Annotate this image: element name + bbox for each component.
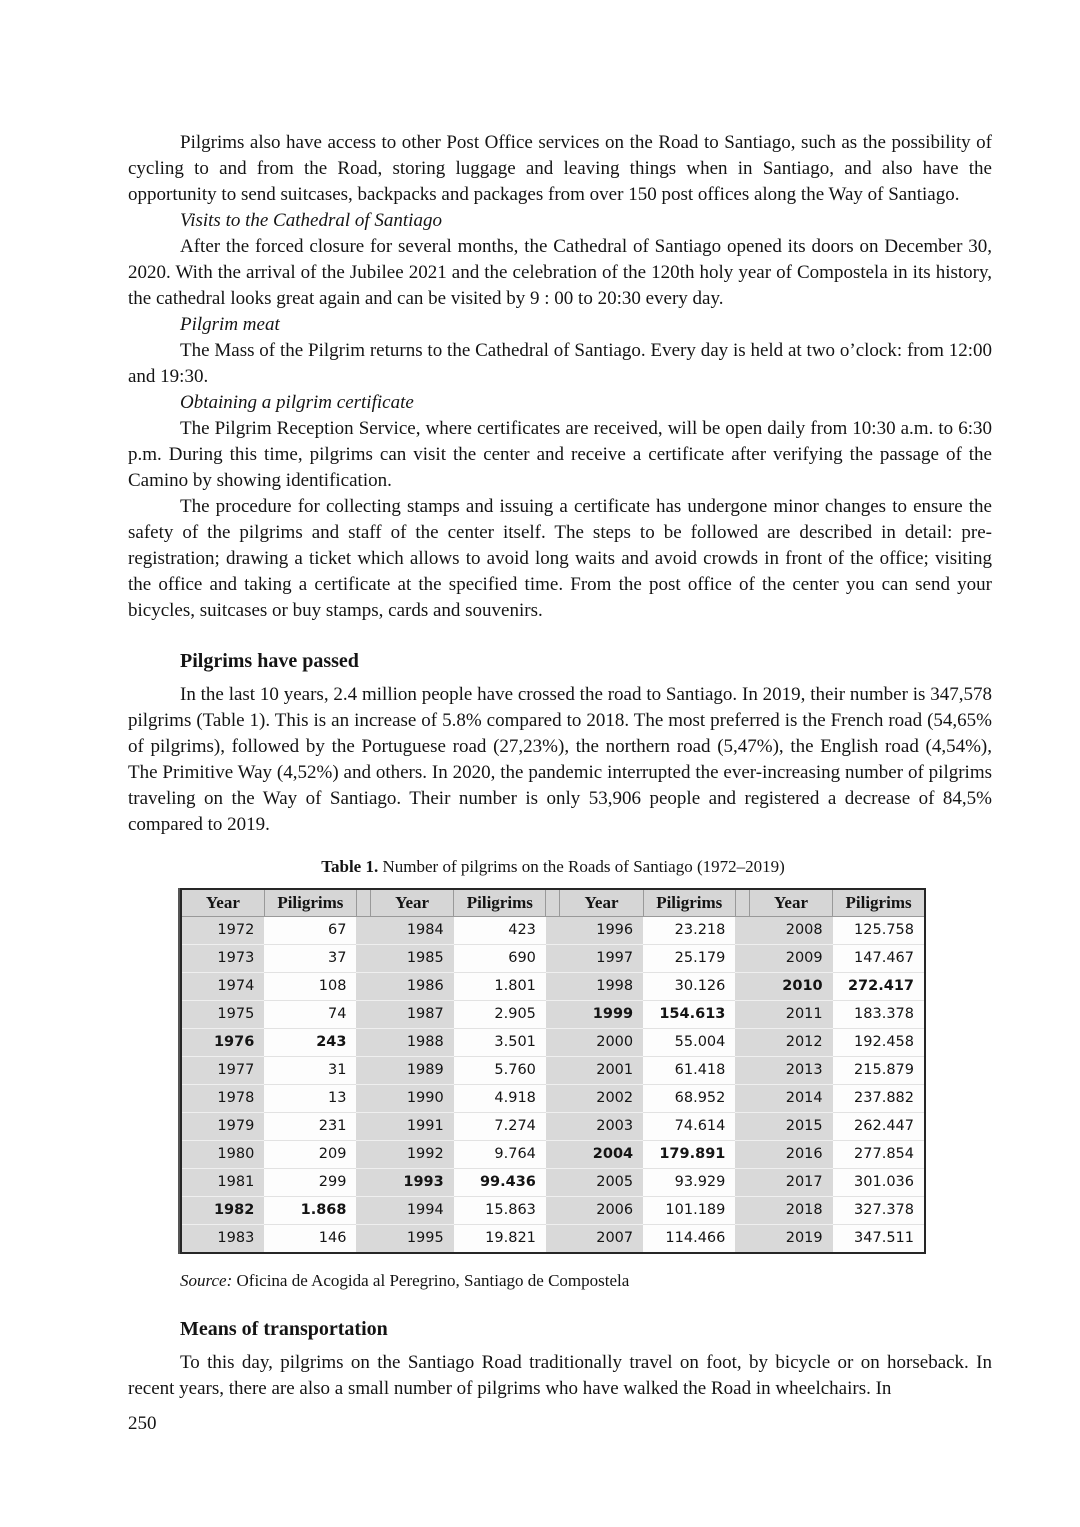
spacer-cell — [735, 1225, 749, 1254]
table-row — [181, 1057, 925, 1085]
section-heading-means-of-transportation: Means of transportation — [180, 1318, 388, 1340]
pilgrims-cell: 179.891 — [643, 1141, 735, 1169]
pilgrims-cell: 7.274 — [454, 1113, 546, 1141]
table-block — [180, 856, 926, 1254]
table-caption-label: Table 1. — [321, 857, 379, 876]
spacer-cell — [546, 945, 560, 973]
pilgrims-cell: 93.929 — [643, 1169, 735, 1197]
year-cell: 1978 — [181, 1085, 264, 1113]
year-cell: 2002 — [560, 1085, 643, 1113]
header-spacer-cell — [735, 889, 749, 917]
table-source — [180, 1270, 992, 1292]
table-caption — [180, 856, 926, 878]
table-header — [181, 889, 925, 917]
spacer-cell — [735, 1113, 749, 1141]
year-cell: 1981 — [181, 1169, 264, 1197]
spacer-cell — [356, 1225, 370, 1254]
table-row — [181, 1029, 925, 1057]
year-cell: 1979 — [181, 1113, 264, 1141]
spacer-cell — [356, 917, 370, 945]
spacer-cell — [546, 1057, 560, 1085]
table-body — [181, 917, 925, 1254]
pilgrims-cell: 262.447 — [833, 1113, 925, 1141]
spacer-cell — [546, 1141, 560, 1169]
year-cell: 1989 — [370, 1057, 453, 1085]
paragraph-post-office: Pilgrims also have access to other Post Office services on the Road to Santiago, such as the possibility of cycling to and from the Road, storing luggage and leaving things when in Santiago, and also have the opportunity to send suitcases, backpacks and packages from over 150 post offices along the Way of Santiago. — [128, 132, 992, 205]
spacer-cell — [356, 945, 370, 973]
spacer-cell — [735, 1197, 749, 1225]
year-cell: 1993 — [370, 1169, 453, 1197]
pilgrims-cell: 74 — [264, 1001, 356, 1029]
pilgrims-cell: 327.378 — [833, 1197, 925, 1225]
paragraph-certificate-1: The Pilgrim Reception Service, where certificates are received, will be open daily from 10:30 a.m. to 6:30 p.m. During this time, pilgrims can visit the center and receive a certificate after verifying the passage of the Camino by showing identification. — [128, 418, 992, 491]
table-row — [181, 1197, 925, 1225]
year-cell: 2003 — [560, 1113, 643, 1141]
year-cell: 1997 — [560, 945, 643, 973]
paragraph-pilgrims-have-passed: In the last 10 years, 2.4 million people have crossed the road to Santiago. In 2019, their number is 347,578 pilgrims (Table 1). This is an increase of 5.8% compared to 2018. The most preferred is the French road (54,65% of pilgrims), followed by the Portuguese road (27,23%), the northern road (5,47%), the English road (4,54%), The Primitive Way (4,52%) and others. In 2020, the pandemic interrupted the ever-increasing number of pilgrims traveling on the Way of Santiago. Their number is only 53,906 people and registered a decrease of 84,5% compared to 2019. — [128, 684, 992, 835]
pilgrims-cell: 61.418 — [643, 1057, 735, 1085]
year-cell: 1973 — [181, 945, 264, 973]
spacer-cell — [356, 1113, 370, 1141]
year-cell: 2008 — [749, 917, 832, 945]
table-row — [181, 1225, 925, 1254]
year-cell: 2017 — [749, 1169, 832, 1197]
spacer-cell — [356, 1197, 370, 1225]
header-spacer-cell — [356, 889, 370, 917]
spacer-cell — [735, 1057, 749, 1085]
year-cell: 1977 — [181, 1057, 264, 1085]
spacer-cell — [735, 973, 749, 1001]
pilgrims-table — [180, 888, 926, 1254]
paragraph-visits-cathedral: After the forced closure for several months, the Cathedral of Santiago opened its doors on December 30, 2020. With the arrival of the Jubilee 2021 and the celebration of the 120th holy year of Compostela in its history, the cathedral looks great again and can be visited by 9 : 00 to 20:30 every day. — [128, 236, 992, 309]
spacer-cell — [735, 1085, 749, 1113]
pilgrims-cell: 243 — [264, 1029, 356, 1057]
spacer-cell — [356, 1141, 370, 1169]
pilgrims-cell: 19.821 — [454, 1225, 546, 1254]
header-cell-year: Year — [370, 889, 453, 917]
year-cell: 1982 — [181, 1197, 264, 1225]
table-caption-text: Number of pilgrims on the Roads of Santiago (1972–2019) — [378, 857, 785, 876]
table-header-row — [181, 889, 925, 917]
pilgrims-cell: 5.760 — [454, 1057, 546, 1085]
header-cell-pilgrims: Piligrims — [264, 889, 356, 917]
year-cell: 2014 — [749, 1085, 832, 1113]
year-cell: 2009 — [749, 945, 832, 973]
pilgrims-cell: 192.458 — [833, 1029, 925, 1057]
spacer-cell — [735, 945, 749, 973]
pilgrims-cell: 183.378 — [833, 1001, 925, 1029]
page-number: 250 — [128, 1413, 157, 1434]
pilgrims-cell: 125.758 — [833, 917, 925, 945]
year-cell: 1994 — [370, 1197, 453, 1225]
header-cell-pilgrims: Piligrims — [454, 889, 546, 917]
pilgrims-cell: 277.854 — [833, 1141, 925, 1169]
year-cell: 2019 — [749, 1225, 832, 1254]
section-heading-pilgrims-have-passed: Pilgrims have passed — [180, 650, 359, 672]
spacer-cell — [356, 1169, 370, 1197]
year-cell: 2013 — [749, 1057, 832, 1085]
year-cell: 1987 — [370, 1001, 453, 1029]
pilgrims-cell: 15.863 — [454, 1197, 546, 1225]
table-row — [181, 1085, 925, 1113]
year-cell: 2010 — [749, 973, 832, 1001]
header-cell-pilgrims: Piligrims — [643, 889, 735, 917]
subheading-pilgrim-meat: Pilgrim meat — [180, 314, 280, 335]
body-text — [128, 130, 992, 1402]
pilgrims-cell: 272.417 — [833, 973, 925, 1001]
year-cell: 1972 — [181, 917, 264, 945]
year-cell: 2005 — [560, 1169, 643, 1197]
year-cell: 2001 — [560, 1057, 643, 1085]
pilgrims-cell: 101.189 — [643, 1197, 735, 1225]
pilgrims-cell: 690 — [454, 945, 546, 973]
pilgrims-cell: 2.905 — [454, 1001, 546, 1029]
year-cell: 2004 — [560, 1141, 643, 1169]
header-cell-year: Year — [181, 889, 264, 917]
pilgrims-cell: 9.764 — [454, 1141, 546, 1169]
pilgrims-cell: 114.466 — [643, 1225, 735, 1254]
spacer-cell — [546, 1029, 560, 1057]
spacer-cell — [735, 1141, 749, 1169]
year-cell: 2006 — [560, 1197, 643, 1225]
subheading-visits-cathedral: Visits to the Cathedral of Santiago — [180, 210, 442, 231]
year-cell: 1984 — [370, 917, 453, 945]
year-cell: 1975 — [181, 1001, 264, 1029]
spacer-cell — [735, 1029, 749, 1057]
year-cell: 1985 — [370, 945, 453, 973]
table-row — [181, 945, 925, 973]
year-cell: 1991 — [370, 1113, 453, 1141]
pilgrims-cell: 13 — [264, 1085, 356, 1113]
pilgrims-cell: 4.918 — [454, 1085, 546, 1113]
year-cell: 1976 — [181, 1029, 264, 1057]
pilgrims-cell: 147.467 — [833, 945, 925, 973]
year-cell: 2012 — [749, 1029, 832, 1057]
pilgrims-cell: 209 — [264, 1141, 356, 1169]
pilgrims-cell: 108 — [264, 973, 356, 1001]
pilgrims-cell: 67 — [264, 917, 356, 945]
year-cell: 2016 — [749, 1141, 832, 1169]
year-cell: 2007 — [560, 1225, 643, 1254]
spacer-cell — [735, 917, 749, 945]
year-cell: 2011 — [749, 1001, 832, 1029]
header-cell-year: Year — [749, 889, 832, 917]
pilgrims-cell: 55.004 — [643, 1029, 735, 1057]
pilgrims-cell: 37 — [264, 945, 356, 973]
year-cell: 1995 — [370, 1225, 453, 1254]
year-cell: 1983 — [181, 1225, 264, 1254]
spacer-cell — [356, 1029, 370, 1057]
year-cell: 1992 — [370, 1141, 453, 1169]
table-row — [181, 1141, 925, 1169]
year-cell: 2018 — [749, 1197, 832, 1225]
table-source-label: Source: — [180, 1271, 233, 1290]
table-row — [181, 1113, 925, 1141]
header-cell-pilgrims: Piligrims — [833, 889, 925, 917]
pilgrims-cell: 23.218 — [643, 917, 735, 945]
paragraph-certificate-2: The procedure for collecting stamps and issuing a certificate has undergone minor changes to ensure the safety of the pilgrims and staff of the center itself. The steps to be followed are described in detail: pre-registration; drawing a ticket which allows to avoid long waits and avoid crowds in front of the office; visiting the office and taking a certificate at the specified time. From the post office of the center you can send your bicycles, suitcases or buy stamps, cards and souvenirs. — [128, 496, 992, 621]
table-row — [181, 973, 925, 1001]
pilgrims-cell: 347.511 — [833, 1225, 925, 1254]
year-cell: 1990 — [370, 1085, 453, 1113]
spacer-cell — [735, 1169, 749, 1197]
year-cell: 1996 — [560, 917, 643, 945]
year-cell: 2000 — [560, 1029, 643, 1057]
year-cell: 1999 — [560, 1001, 643, 1029]
spacer-cell — [546, 1085, 560, 1113]
pilgrims-cell: 299 — [264, 1169, 356, 1197]
pilgrims-cell: 68.952 — [643, 1085, 735, 1113]
spacer-cell — [546, 1197, 560, 1225]
pilgrims-cell: 74.614 — [643, 1113, 735, 1141]
table-row — [181, 1169, 925, 1197]
header-cell-year: Year — [560, 889, 643, 917]
spacer-cell — [356, 973, 370, 1001]
year-cell: 1998 — [560, 973, 643, 1001]
year-cell: 1974 — [181, 973, 264, 1001]
pilgrims-cell: 154.613 — [643, 1001, 735, 1029]
header-spacer-cell — [546, 889, 560, 917]
paragraph-pilgrim-meat: The Mass of the Pilgrim returns to the Cathedral of Santiago. Every day is held at two o’clock: from 12:00 and 19:30. — [128, 340, 992, 387]
pilgrims-cell: 30.126 — [643, 973, 735, 1001]
pilgrims-cell: 231 — [264, 1113, 356, 1141]
spacer-cell — [546, 1169, 560, 1197]
pilgrims-cell: 215.879 — [833, 1057, 925, 1085]
spacer-cell — [546, 1113, 560, 1141]
spacer-cell — [356, 1085, 370, 1113]
paragraph-transportation: To this day, pilgrims on the Santiago Road traditionally travel on foot, by bicycle or on horseback. In recent years, there are also a small number of pilgrims who have walked the Road in wheelchairs. In — [128, 1352, 992, 1399]
pilgrims-cell: 237.882 — [833, 1085, 925, 1113]
pilgrims-cell: 423 — [454, 917, 546, 945]
year-cell: 1988 — [370, 1029, 453, 1057]
table-row — [181, 1001, 925, 1029]
pilgrims-cell: 301.036 — [833, 1169, 925, 1197]
pilgrims-cell: 146 — [264, 1225, 356, 1254]
pilgrims-cell: 99.436 — [454, 1169, 546, 1197]
year-cell: 1980 — [181, 1141, 264, 1169]
pilgrims-cell: 31 — [264, 1057, 356, 1085]
spacer-cell — [546, 1225, 560, 1254]
subheading-pilgrim-certificate: Obtaining a pilgrim certificate — [180, 392, 414, 413]
pilgrims-cell: 25.179 — [643, 945, 735, 973]
year-cell: 2015 — [749, 1113, 832, 1141]
table-source-text: Oficina de Acogida al Peregrino, Santiago de Compostela — [232, 1271, 630, 1290]
spacer-cell — [546, 973, 560, 1001]
pilgrims-cell: 3.501 — [454, 1029, 546, 1057]
year-cell: 1986 — [370, 973, 453, 1001]
spacer-cell — [546, 917, 560, 945]
pilgrims-cell: 1.801 — [454, 973, 546, 1001]
spacer-cell — [356, 1057, 370, 1085]
spacer-cell — [546, 1001, 560, 1029]
table-row — [181, 917, 925, 945]
spacer-cell — [356, 1001, 370, 1029]
spacer-cell — [735, 1001, 749, 1029]
pilgrims-cell: 1.868 — [264, 1197, 356, 1225]
